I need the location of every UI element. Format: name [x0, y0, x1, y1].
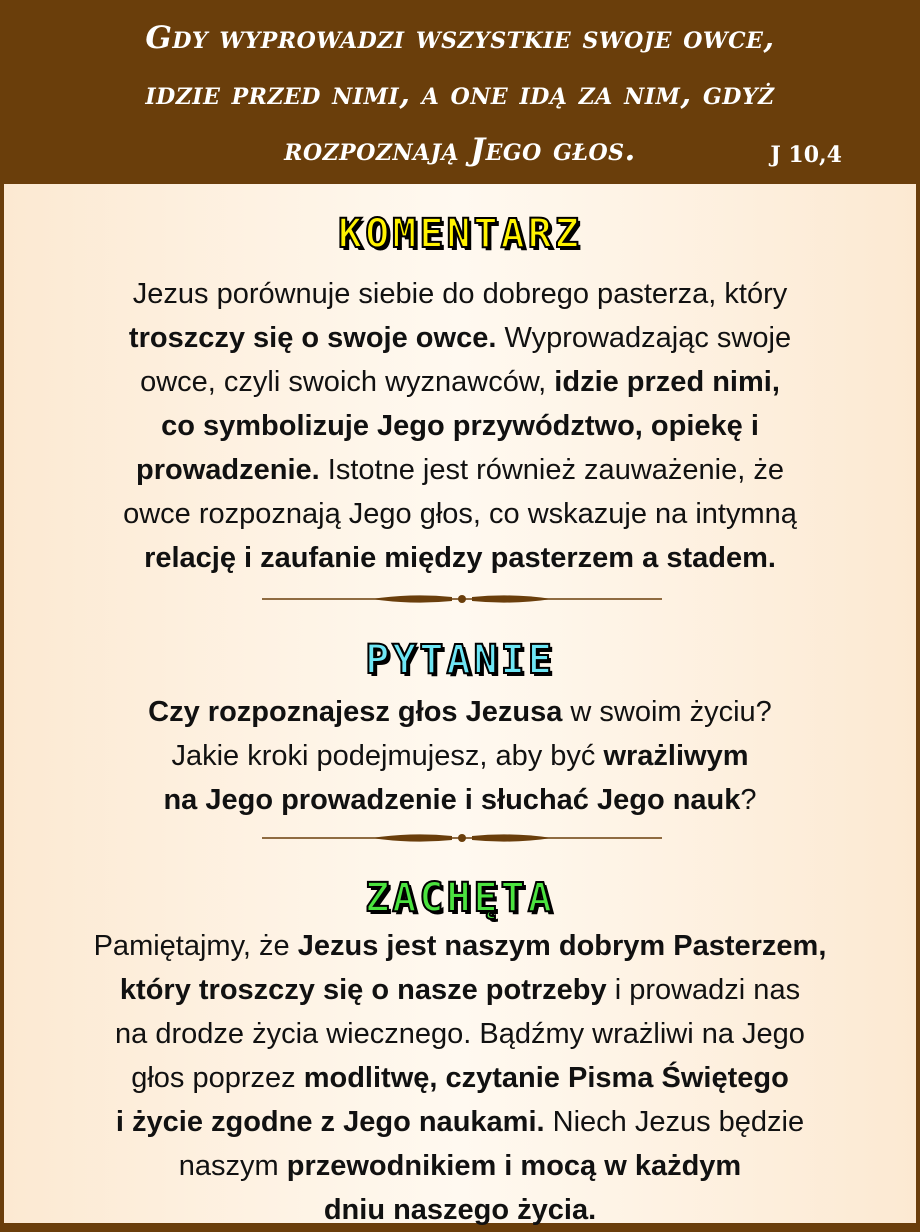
comment-line	[4, 360, 916, 404]
text: owce rozpoznają Jego głos, co wskazuje na intymną	[123, 498, 797, 530]
ornament-divider	[262, 831, 662, 845]
comment-line	[4, 404, 916, 448]
verse-reference: J 10,4	[770, 142, 842, 168]
content-panel	[4, 184, 916, 1226]
verse-line: rozpoznają Jego głos.	[284, 132, 636, 168]
text: Niech Jezus będzie	[544, 1106, 805, 1138]
bold-text: Jezus jest naszym dobrym Pasterzem,	[297, 930, 827, 962]
text: ?	[740, 784, 757, 816]
text: na drodze życia wiecznego. Bądźmy wrażliwi na Jego	[115, 1018, 805, 1050]
encouragement-line	[4, 1144, 916, 1188]
bold-text: przewodnikiem i mocą w każdym	[286, 1150, 742, 1182]
question-text	[4, 690, 916, 822]
comment-title: KOMENTARZ	[338, 211, 582, 257]
text: Pamiętajmy, że	[93, 930, 298, 962]
verse-line: idzie przed nimi, a one idą za nim, gdyż	[145, 76, 775, 112]
encouragement-line	[4, 1012, 916, 1056]
comment-text	[4, 272, 916, 580]
encouragement-title: ZACHĘTA	[365, 875, 555, 921]
comment-line	[4, 272, 916, 316]
encouragement-line	[4, 924, 916, 968]
text: Istotne jest również zauważenie, że	[319, 454, 784, 486]
bold-text: i życie zgodne z Jego naukami.	[115, 1106, 545, 1138]
verse-line: Gdy wyprowadzi wszystkie swoje owce,	[145, 20, 775, 56]
verse-header	[0, 0, 920, 184]
comment-line	[4, 448, 916, 492]
text: i prowadzi nas	[606, 974, 801, 1006]
text: Jezus porównuje siebie do dobrego pasterza, który	[132, 278, 788, 310]
bold-text: troszczy się o swoje owce.	[128, 322, 497, 354]
bold-text: Czy rozpoznajesz głos Jezusa	[148, 696, 563, 728]
bold-text: modlitwę, czytanie Pisma Świętego	[303, 1062, 789, 1094]
question-line	[4, 734, 916, 778]
bold-text: prowadzenie.	[136, 454, 320, 486]
text: w swoim życiu?	[562, 696, 772, 728]
question-line	[4, 778, 916, 822]
encouragement-line	[4, 968, 916, 1012]
encouragement-text	[4, 924, 916, 1232]
question-line	[4, 690, 916, 734]
text: Jakie kroki podejmujesz, aby być	[171, 740, 604, 772]
comment-line	[4, 536, 916, 580]
bold-text: wrażliwym	[603, 740, 749, 772]
comment-line	[4, 316, 916, 360]
text: owce, czyli swoich wyznawców,	[140, 366, 555, 398]
comment-line	[4, 492, 916, 536]
bold-text: na Jego prowadzenie i słuchać Jego nauk	[163, 784, 741, 816]
bold-text: który troszczy się o nasze potrzeby	[119, 974, 607, 1006]
comment-section	[4, 208, 916, 580]
encouragement-line	[4, 1056, 916, 1100]
text: głos poprzez	[131, 1062, 304, 1094]
question-section	[4, 634, 916, 822]
text: naszym	[178, 1150, 287, 1182]
text: Wyprowadzając swoje	[496, 322, 792, 354]
bold-text: co symbolizuje Jego przywództwo, opiekę i	[161, 410, 759, 442]
bold-text: dniu naszego życia.	[323, 1194, 597, 1226]
encouragement-line	[4, 1100, 916, 1144]
encouragement-line	[4, 1188, 916, 1232]
encouragement-section	[4, 872, 916, 1232]
bold-text: relację i zaufanie między pasterzem a stadem.	[144, 542, 776, 574]
question-title: PYTANIE	[365, 637, 555, 683]
ornament-divider	[262, 592, 662, 606]
bold-text: idzie przed nimi,	[554, 366, 780, 398]
